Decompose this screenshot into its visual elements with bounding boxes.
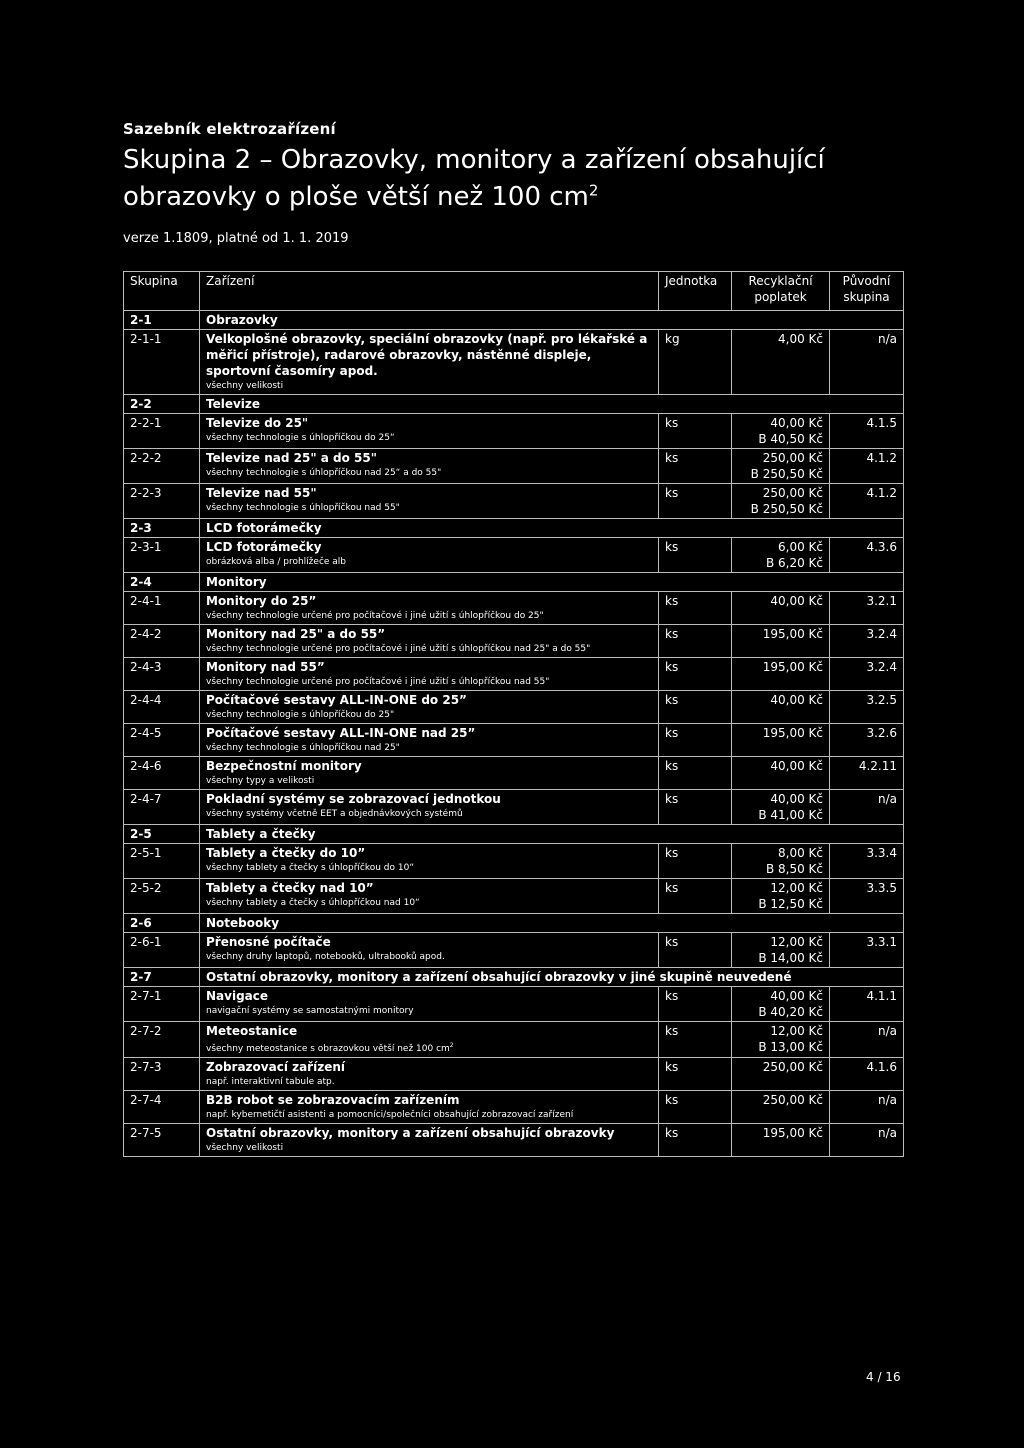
item-name: Velkoplošné obrazovky, speciální obrazovky (např. pro lékařské a měřicí přístroje), radarové obrazovky, nástěnné displeje, sportovní časomíry apod.: [206, 332, 648, 378]
item-code: 2-7-1: [124, 987, 200, 1022]
fee-value: 6,00 Kč: [778, 540, 823, 554]
item-note-text: např. interaktivní tabule atp.: [206, 1077, 335, 1087]
item-note-text: všechny technologie s úhlopříčkou nad 55": [206, 503, 400, 513]
item-note-text: všechny technologie určené pro počítačové i jiné užití s úhlopříčkou nad 25" a do 55": [206, 644, 591, 654]
item-description: [200, 1124, 659, 1157]
fee-value: 40,00 Kč: [770, 989, 823, 1003]
group-code: 2-6: [124, 914, 200, 933]
item-original-group: 3.2.4: [830, 625, 904, 658]
table-group-row: [124, 395, 904, 414]
fee-value: 40,00 Kč: [770, 416, 823, 430]
group-code: 2-4: [124, 573, 200, 592]
item-note-text: všechny technologie s úhlopříčkou do 25“: [206, 433, 395, 443]
item-description: [200, 592, 659, 625]
table-group-row: [124, 825, 904, 844]
item-unit: ks: [659, 625, 732, 658]
group-name: LCD fotorámečky: [200, 519, 904, 538]
item-description: [200, 790, 659, 825]
item-fee: [732, 1124, 830, 1157]
item-fee: [732, 844, 830, 879]
item-name: Pokladní systémy se zobrazovací jednotkou: [206, 792, 501, 806]
item-original-group: 3.2.5: [830, 691, 904, 724]
table-row: [124, 449, 904, 484]
item-original-group: 3.2.4: [830, 658, 904, 691]
item-note-text: např. kybernetičtí asistenti a pomocníci/společníci obsahující zobrazovací zařízení: [206, 1110, 574, 1120]
table-row: [124, 987, 904, 1022]
item-fee: [732, 538, 830, 573]
item-name: Monitory nad 55”: [206, 660, 325, 674]
table-row: [124, 538, 904, 573]
item-code: 2-7-3: [124, 1058, 200, 1091]
item-note-text: všechny tablety a čtečky s úhlopříčkou do 10“: [206, 863, 415, 873]
group-name: Notebooky: [200, 914, 904, 933]
item-note-text: všechny meteostanice s obrazovkou větší než 100 cm: [206, 1044, 450, 1054]
item-description: [200, 724, 659, 757]
item-fee: [732, 330, 830, 395]
item-fee: [732, 1091, 830, 1124]
fee-value: 12,00 Kč: [770, 881, 823, 895]
item-note: [206, 379, 652, 393]
item-note-text: všechny typy a velikosti: [206, 776, 315, 786]
item-description: [200, 1091, 659, 1124]
item-code: 2-4-4: [124, 691, 200, 724]
item-code: 2-2-3: [124, 484, 200, 519]
item-code: 2-4-6: [124, 757, 200, 790]
item-note: [206, 642, 652, 656]
item-note: [206, 431, 652, 445]
item-original-group: 4.1.1: [830, 987, 904, 1022]
item-code: 2-4-3: [124, 658, 200, 691]
item-name: Bezpečnostní monitory: [206, 759, 362, 773]
table-row: [124, 1058, 904, 1091]
fee-b-value: B 13,00 Kč: [758, 1040, 823, 1054]
item-name: Tablety a čtečky do 10”: [206, 846, 366, 860]
item-name: Počítačové sestavy ALL-IN-ONE do 25”: [206, 693, 467, 707]
column-header-device: Zařízení: [200, 272, 659, 311]
item-code: 2-5-1: [124, 844, 200, 879]
item-fee: [732, 625, 830, 658]
item-original-group: 4.1.2: [830, 449, 904, 484]
item-note-text: všechny technologie s úhlopříčkou do 25": [206, 710, 395, 720]
column-header-original-group: Původní skupina: [830, 272, 904, 311]
item-fee: [732, 658, 830, 691]
item-note: [206, 1075, 652, 1089]
item-note: [206, 1004, 652, 1018]
item-unit: ks: [659, 691, 732, 724]
table-row: [124, 625, 904, 658]
item-name: Ostatní obrazovky, monitory a zařízení obsahující obrazovky: [206, 1126, 615, 1140]
fee-value: 12,00 Kč: [770, 1024, 823, 1038]
item-unit: ks: [659, 933, 732, 968]
table-row: [124, 724, 904, 757]
item-note-text: všechny druhy laptopů, notebooků, ultrabooků apod.: [206, 952, 445, 962]
fee-b-value: B 40,20 Kč: [758, 1005, 823, 1019]
item-original-group: 4.1.2: [830, 484, 904, 519]
column-header-code: Skupina: [124, 272, 200, 311]
page-title-line2: obrazovky o ploše větší než 100 cm: [123, 182, 589, 212]
item-note-text: navigační systémy se samostatnými monitory: [206, 1006, 414, 1016]
table-row: [124, 790, 904, 825]
item-original-group: n/a: [830, 330, 904, 395]
fee-value: 40,00 Kč: [770, 759, 823, 773]
item-note: [206, 807, 652, 821]
item-description: [200, 484, 659, 519]
table-row: [124, 592, 904, 625]
item-note-text: všechny technologie s úhlopříčkou nad 25": [206, 743, 400, 753]
table-row: [124, 1022, 904, 1058]
item-note: [206, 861, 652, 875]
item-description: [200, 933, 659, 968]
item-unit: ks: [659, 484, 732, 519]
page-number: 4 / 16: [866, 1370, 901, 1384]
item-code: 2-4-7: [124, 790, 200, 825]
column-header-unit: Jednotka: [659, 272, 732, 311]
item-unit: kg: [659, 330, 732, 395]
table-row: [124, 879, 904, 914]
table-group-row: [124, 573, 904, 592]
fee-value: 40,00 Kč: [770, 792, 823, 806]
item-fee: [732, 691, 830, 724]
page-title-superscript: 2: [588, 181, 599, 200]
fee-value: 250,00 Kč: [762, 451, 823, 465]
item-fee: [732, 790, 830, 825]
fee-b-value: B 250,50 Kč: [750, 467, 823, 481]
item-name: Televize nad 25" a do 55": [206, 451, 377, 465]
item-unit: ks: [659, 844, 732, 879]
table-group-row: [124, 311, 904, 330]
group-name: Televize: [200, 395, 904, 414]
item-fee: [732, 933, 830, 968]
item-note: [206, 466, 652, 480]
item-name: Přenosné počítače: [206, 935, 331, 949]
item-note: [206, 1141, 652, 1155]
item-name: Monitory do 25”: [206, 594, 317, 608]
page-title-line1: Skupina 2 – Obrazovky, monitory a zařízení obsahující: [123, 145, 825, 175]
item-note: [206, 1108, 652, 1122]
item-description: [200, 987, 659, 1022]
item-description: [200, 757, 659, 790]
item-note-text: všechny systémy včetně EET a objednávkových systémů: [206, 809, 463, 819]
item-note-text: všechny technologie určené pro počítačové i jiné užití s úhlopříčkou do 25": [206, 611, 544, 621]
fee-value: 4,00 Kč: [778, 332, 823, 346]
item-note: [206, 555, 652, 569]
item-code: 2-7-2: [124, 1022, 200, 1058]
item-code: 2-1-1: [124, 330, 200, 395]
item-unit: ks: [659, 592, 732, 625]
item-fee: [732, 1058, 830, 1091]
group-code: 2-7: [124, 968, 200, 987]
item-unit: ks: [659, 987, 732, 1022]
group-name: Tablety a čtečky: [200, 825, 904, 844]
fee-value: 250,00 Kč: [762, 1093, 823, 1107]
item-note-text: všechny velikosti: [206, 381, 284, 391]
item-code: 2-5-2: [124, 879, 200, 914]
fee-b-value: B 8,50 Kč: [765, 862, 823, 876]
item-description: [200, 625, 659, 658]
item-description: [200, 538, 659, 573]
item-note: [206, 708, 652, 722]
item-name: Počítačové sestavy ALL-IN-ONE nad 25”: [206, 726, 476, 740]
fee-value: 250,00 Kč: [762, 1060, 823, 1074]
item-fee: [732, 449, 830, 484]
item-name: Meteostanice: [206, 1024, 298, 1038]
fee-value: 195,00 Kč: [762, 1126, 823, 1140]
item-note: [206, 675, 652, 689]
item-code: 2-6-1: [124, 933, 200, 968]
group-code: 2-2: [124, 395, 200, 414]
fee-value: 195,00 Kč: [762, 627, 823, 641]
fee-b-value: B 12,50 Kč: [758, 897, 823, 911]
item-name: Televize nad 55": [206, 486, 317, 500]
item-original-group: 3.3.4: [830, 844, 904, 879]
table-row: [124, 933, 904, 968]
table-group-row: [124, 914, 904, 933]
item-name: Tablety a čtečky nad 10”: [206, 881, 374, 895]
item-original-group: 4.3.6: [830, 538, 904, 573]
item-unit: ks: [659, 658, 732, 691]
table-header-row: [124, 272, 904, 311]
item-description: [200, 1058, 659, 1091]
table-row: [124, 691, 904, 724]
item-name: B2B robot se zobrazovacím zařízením: [206, 1093, 460, 1107]
item-unit: ks: [659, 449, 732, 484]
item-fee: [732, 1022, 830, 1058]
item-description: [200, 1022, 659, 1058]
item-original-group: 3.2.6: [830, 724, 904, 757]
table-row: [124, 658, 904, 691]
item-note-text: všechny tablety a čtečky s úhlopříčkou nad 10“: [206, 898, 420, 908]
table-row: [124, 330, 904, 395]
item-unit: ks: [659, 1124, 732, 1157]
item-code: 2-4-2: [124, 625, 200, 658]
item-unit: ks: [659, 1091, 732, 1124]
fee-value: 40,00 Kč: [770, 594, 823, 608]
item-original-group: 4.2.11: [830, 757, 904, 790]
group-code: 2-3: [124, 519, 200, 538]
item-fee: [732, 987, 830, 1022]
table-row: [124, 484, 904, 519]
item-original-group: 4.1.5: [830, 414, 904, 449]
item-code: 2-7-4: [124, 1091, 200, 1124]
item-description: [200, 330, 659, 395]
group-name: Obrazovky: [200, 311, 904, 330]
item-description: [200, 879, 659, 914]
item-description: [200, 658, 659, 691]
item-original-group: 3.2.1: [830, 592, 904, 625]
item-name: Monitory nad 25" a do 55”: [206, 627, 386, 641]
item-code: 2-4-5: [124, 724, 200, 757]
item-unit: ks: [659, 538, 732, 573]
item-unit: ks: [659, 757, 732, 790]
item-original-group: 4.1.6: [830, 1058, 904, 1091]
item-unit: ks: [659, 414, 732, 449]
table-row: [124, 844, 904, 879]
item-note: [206, 609, 652, 623]
table-row: [124, 1124, 904, 1157]
item-original-group: n/a: [830, 1091, 904, 1124]
table-row: [124, 1091, 904, 1124]
fee-value: 8,00 Kč: [778, 846, 823, 860]
item-original-group: 3.3.1: [830, 933, 904, 968]
table-group-row: [124, 968, 904, 987]
item-fee: [732, 592, 830, 625]
item-unit: ks: [659, 1022, 732, 1058]
item-name: Televize do 25": [206, 416, 309, 430]
item-original-group: n/a: [830, 790, 904, 825]
version-label: verze 1.1809, platné od 1. 1. 2019: [123, 231, 349, 246]
group-code: 2-5: [124, 825, 200, 844]
item-note: [206, 896, 652, 910]
document-subtitle: Sazebník elektrozařízení: [123, 120, 336, 138]
fee-value: 40,00 Kč: [770, 693, 823, 707]
group-name: Monitory: [200, 573, 904, 592]
item-note: [206, 741, 652, 755]
page-title: [123, 142, 913, 216]
group-name: Ostatní obrazovky, monitory a zařízení obsahující obrazovky v jiné skupině neuvedené: [200, 968, 904, 987]
fee-table: [123, 271, 904, 1157]
item-note: [206, 501, 652, 515]
item-code: 2-2-2: [124, 449, 200, 484]
item-description: [200, 844, 659, 879]
fee-b-value: B 250,50 Kč: [750, 502, 823, 516]
fee-b-value: B 41,00 Kč: [758, 808, 823, 822]
item-note-text: všechny velikosti: [206, 1143, 284, 1153]
group-code: 2-1: [124, 311, 200, 330]
item-name: LCD fotorámečky: [206, 540, 322, 554]
fee-value: 12,00 Kč: [770, 935, 823, 949]
item-note-superscript: 2: [449, 1042, 454, 1049]
column-header-fee: Recyklační poplatek: [732, 272, 830, 311]
item-description: [200, 449, 659, 484]
fee-b-value: B 6,20 Kč: [765, 556, 823, 570]
item-note-text: všechny technologie určené pro počítačové i jiné užití s úhlopříčkou nad 55": [206, 677, 550, 687]
item-fee: [732, 414, 830, 449]
item-name: Zobrazovací zařízení: [206, 1060, 345, 1074]
item-code: 2-7-5: [124, 1124, 200, 1157]
item-code: 2-4-1: [124, 592, 200, 625]
item-fee: [732, 484, 830, 519]
item-note: [206, 1039, 652, 1056]
document-header: [123, 120, 913, 216]
item-fee: [732, 757, 830, 790]
item-unit: ks: [659, 790, 732, 825]
item-note-text: všechny technologie s úhlopříčkou nad 25“ a do 55": [206, 468, 442, 478]
fee-value: 250,00 Kč: [762, 486, 823, 500]
table-group-row: [124, 519, 904, 538]
table-row: [124, 757, 904, 790]
item-description: [200, 691, 659, 724]
fee-value: 195,00 Kč: [762, 726, 823, 740]
item-unit: ks: [659, 879, 732, 914]
item-unit: ks: [659, 1058, 732, 1091]
fee-value: 195,00 Kč: [762, 660, 823, 674]
item-name: Navigace: [206, 989, 269, 1003]
item-code: 2-2-1: [124, 414, 200, 449]
item-unit: ks: [659, 724, 732, 757]
item-code: 2-3-1: [124, 538, 200, 573]
item-note: [206, 950, 652, 964]
item-fee: [732, 724, 830, 757]
item-note-text: obrázková alba / prohlížeče alb: [206, 557, 347, 567]
table-body: [124, 311, 904, 1157]
item-original-group: 3.3.5: [830, 879, 904, 914]
table-row: [124, 414, 904, 449]
item-original-group: n/a: [830, 1124, 904, 1157]
fee-b-value: B 40,50 Kč: [758, 432, 823, 446]
item-original-group: n/a: [830, 1022, 904, 1058]
fee-b-value: B 14,00 Kč: [758, 951, 823, 965]
item-fee: [732, 879, 830, 914]
item-description: [200, 414, 659, 449]
item-note: [206, 774, 652, 788]
